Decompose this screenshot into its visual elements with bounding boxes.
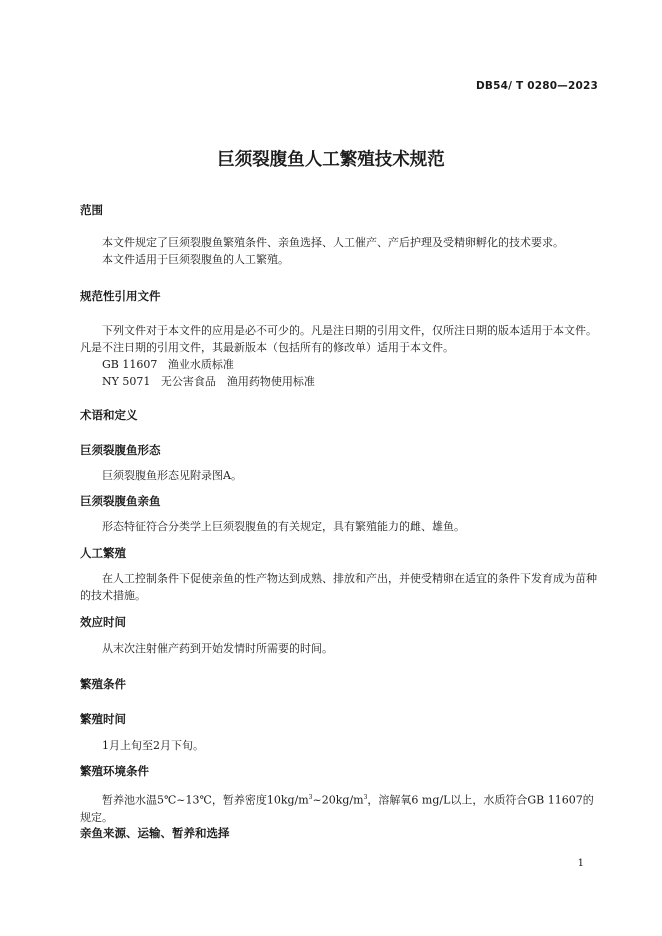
document-title: 巨须裂腹鱼人工繁殖技术规范 — [217, 150, 445, 170]
normative-paragraph: 下列文件对于本文件的应用是必不可少的。凡是注日期的引用文件，仅所注日期的版本适用于本文件。凡是不注日期的引用文件，其最新版本（包括所有的修改单）适用于本文件。 — [80, 324, 597, 354]
reference-code: NY 5071 — [102, 375, 151, 388]
section-heading-broodstock-source: 亲鱼来源、运输、暂养和选择 — [80, 826, 230, 840]
reference-code: GB 11607 — [102, 358, 158, 371]
environment-text-part: ，溶解氧6 mg/L以上，水质符合GB 11607的规定。 — [80, 793, 594, 824]
page-number: 1 — [577, 858, 584, 869]
term-heading-broodstock: 巨须裂腹鱼亲鱼 — [80, 494, 161, 508]
superscript: 3 — [308, 794, 313, 801]
breeding-time-text: 1月上旬至2月下旬。 — [102, 739, 204, 752]
section-heading-normative-references: 规范性引用文件 — [80, 289, 161, 303]
subheading-breeding-time: 繁殖时间 — [80, 712, 126, 726]
term-text-effect-time: 从末次注射催产药到开始发情时所需要的时间。 — [102, 642, 333, 655]
environment-text — [80, 789, 600, 826]
section-heading-breeding-conditions: 繁殖条件 — [80, 677, 126, 691]
reference-title: 无公害食品 渔用药物使用标准 — [160, 375, 315, 388]
term-heading-effect-time: 效应时间 — [80, 615, 126, 629]
subheading-environment: 繁殖环境条件 — [80, 764, 149, 778]
term-text-morphology: 巨须裂腹鱼形态见附录图A。 — [102, 469, 242, 482]
document-number: DB54/ T 0280—2023 — [476, 80, 598, 92]
scope-paragraph-2: 本文件适用于巨须裂腹鱼的人工繁殖。 — [102, 253, 289, 266]
term-text-broodstock: 形态特征符合分类学上巨须裂腹鱼的有关规定，具有繁殖能力的雌、雄鱼。 — [102, 520, 465, 533]
environment-text-part: ~20kg/m — [312, 793, 364, 807]
superscript: 3 — [363, 794, 368, 801]
reference-item-2 — [102, 373, 315, 389]
environment-text-part: 暂养池水温5℃~13℃，暂养密度10kg/m — [102, 793, 309, 807]
section-heading-terms: 术语和定义 — [80, 408, 138, 422]
reference-item-1 — [102, 356, 234, 372]
term-text-artificial-breeding: 在人工控制条件下促使亲鱼的性产物达到成熟、排放和产出，并使受精卵在适宜的条件下发育成为苗种的技术措施。 — [80, 572, 597, 602]
section-heading-scope: 范围 — [80, 203, 103, 217]
term-heading-artificial-breeding: 人工繁殖 — [80, 546, 126, 560]
reference-title: 渔业水质标准 — [167, 358, 234, 371]
scope-paragraph-1: 本文件规定了巨须裂腹鱼繁殖条件、亲鱼选择、人工催产、产后护理及受精卵孵化的技术要求。 — [102, 236, 564, 249]
term-heading-morphology: 巨须裂腹鱼形态 — [80, 443, 161, 457]
